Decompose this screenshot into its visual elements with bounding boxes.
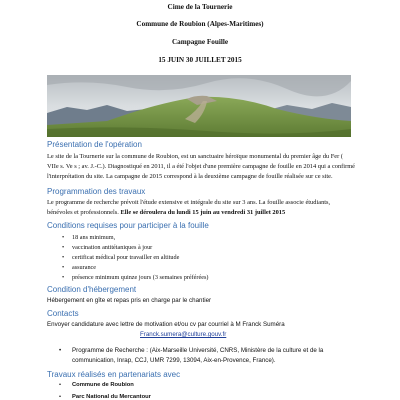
bullet-icon: • [59,347,62,354]
condition-text: certificat médical pour travailler en altitude [72,254,180,261]
list-item [62,263,208,273]
partner-item [59,394,151,400]
partner-name: Parc National du Mercantour [72,394,151,400]
bullet-icon: • [59,394,62,400]
bullet-icon: • [62,264,65,271]
section-title-contacts: Contacts [47,309,79,318]
header-campaign: Campagne Fouille [171,38,229,46]
bullet-icon: • [62,254,65,261]
bullet-icon: • [59,382,62,388]
programmation-text: Le programme de recherche prévoit l'étude extensive et intégrale du site sur 3 ans. La fouille associe étudiants, bénévoles et professionnels. [47,199,331,216]
condition-text: présence minimum quinze jours (3 semaines préférées) [72,274,209,281]
section-title-programmation: Programmation des travaux [47,187,146,196]
programme-text: Programme de Recherche : (Aix-Marseille Université, CNRS, Ministère de la culture et de la communication, Inrap, CCJ, UMR 7299, 13094, Aix-en-Provence, France). [72,347,324,364]
partner-name: Commune de Roubion [72,382,134,388]
conditions-list [62,233,208,283]
list-item [62,253,208,263]
header-dates: 15 JUIN 30 JUILLET 2015 [158,56,242,64]
header-site-name: Cime de la Tournerie [167,3,233,11]
section-title-hebergement: Condition d'hébergement [47,285,137,294]
presentation-text: Le site de la Tournerie sur la commune de Roubion, est un sanctuaire héroïque monumental du premier âge du Fer ( VIIe s. Ve s ; av. J.-C.). Diagnostiqué en 2011, il a été l'objet d'une première campagne de fouille en 2014 qui a confirmé l'interprétation du site. La campagne de 2015 correspond à la deuxième campagne de fouille réalisée sur ce site. [47,153,356,180]
contacts-text: Envoyer candidature avec lettre de motivation et/ou cv par courriel à M Franck Suméra [47,321,285,328]
programmation-dates: Elle se déroulera du lundi 15 juin au vendredi 31 juillet 2015 [120,209,286,216]
partner-item [59,382,134,388]
programme-item [59,346,362,365]
programmation-paragraph [47,198,355,218]
section-title-partenariats: Travaux réalisés en partenariats avec [47,370,181,379]
list-item [62,273,208,283]
bullet-icon: • [62,274,65,281]
hebergement-text: Hébergement en gîte et repas pris en charge par le chantier [47,297,212,304]
section-title-presentation: Présentation de l'opération [47,140,142,149]
list-item [62,243,208,253]
list-item [62,233,208,243]
landscape-photo [47,75,351,137]
condition-text: assurance [72,264,97,271]
bullet-icon: • [62,244,65,251]
email-link[interactable]: Franck.sumera@culture.gouv.fr [140,331,227,338]
header-commune: Commune de Roubion (Alpes-Maritimes) [136,20,264,28]
condition-text: 18 ans minimum, [72,234,116,241]
condition-text: vaccination antitétaniques à jour [72,244,153,251]
bullet-icon: • [62,234,65,241]
section-title-conditions: Conditions requises pour participer à la fouille [47,221,209,230]
